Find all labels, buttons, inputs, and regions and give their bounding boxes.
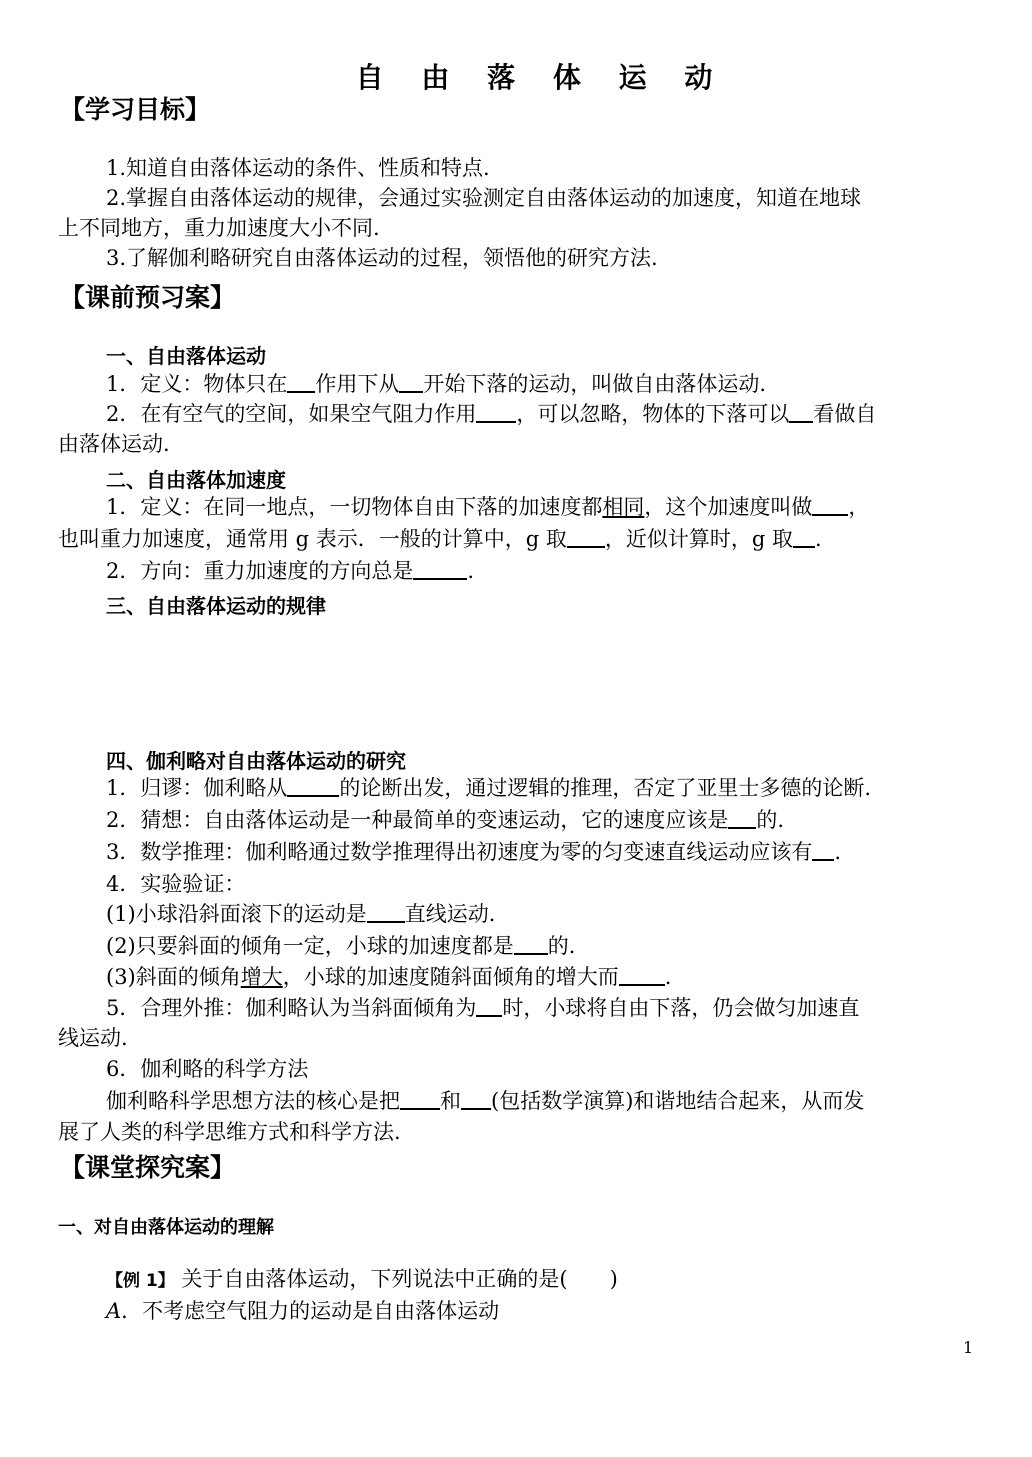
preview-4-4-3: (3)斜面的倾角增大，小球的加速度随斜面倾角的增大而 .	[106, 961, 671, 993]
fill-blank	[789, 399, 813, 423]
fill-blank	[514, 931, 548, 955]
example-1-option-a: A．不考虑空气阻力的运动是自由落体运动	[106, 1299, 500, 1323]
preview-1-2-cont: 由落体运动.	[58, 432, 170, 456]
page-title: 自 由 落 体 运 动	[355, 61, 727, 94]
section-learning-goals: 【学习目标】	[60, 95, 211, 124]
preview-4-6: 6．伽利略的科学方法	[106, 1057, 309, 1081]
fill-blank	[461, 1086, 491, 1110]
fill-blank	[287, 773, 339, 797]
fill-blank	[476, 399, 516, 423]
page-number: 1	[963, 1338, 974, 1357]
heading-free-fall: 一、自由落体运动	[106, 344, 266, 368]
heading-understanding: 一、对自由落体运动的理解	[58, 1217, 274, 1238]
preview-1-1: 1．定义：物体只在 作用下从 开始下落的运动，叫做自由落体运动.	[106, 368, 766, 400]
preview-2-2: 2．方向：重力加速度的方向总是 .	[106, 555, 474, 587]
preview-4-4-1: (1)小球沿斜面滚下的运动是 直线运动.	[106, 898, 495, 930]
example-label: 【例 1】	[106, 1271, 175, 1291]
preview-1-2: 2．在有空气的空间，如果空气阻力作用 ，可以忽略，物体的下落可以 看做自	[106, 398, 876, 430]
heading-galileo: 四、伽利略对自由落体运动的研究	[106, 749, 406, 773]
preview-4-5-cont: 线运动.	[58, 1026, 128, 1050]
fill-blank	[567, 524, 605, 548]
fill-blank	[812, 492, 848, 516]
fill-blank	[793, 524, 815, 548]
goal-2-line-1: 2.掌握自由落体运动的规律，会通过实验测定自由落体运动的加速度，知道在地球	[106, 186, 862, 210]
goal-2-line-2: 上不同地方，重力加速度大小不同.	[58, 216, 380, 240]
heading-laws: 三、自由落体运动的规律	[106, 594, 326, 618]
preview-4-3: 3．数学推理：伽利略通过数学推理得出初速度为零的匀变速直线运动应该有 .	[106, 836, 841, 868]
preview-4-4: 4．实验验证：	[106, 872, 246, 896]
section-classroom: 【课堂探究案】	[60, 1153, 236, 1182]
heading-acceleration: 二、自由落体加速度	[106, 468, 286, 492]
goal-3: 3.了解伽利略研究自由落体运动的过程，领悟他的研究方法.	[106, 246, 658, 270]
fill-blank	[812, 837, 834, 861]
fill-blank	[367, 899, 405, 923]
fill-blank	[399, 369, 423, 393]
fill-blank	[728, 805, 756, 829]
fill-blank	[400, 1086, 440, 1110]
preview-2-1: 1．定义：在同一地点，一切物体自由下落的加速度都相同，这个加速度叫做 ，	[106, 491, 869, 523]
preview-2-1-cont: 也叫重力加速度，通常用 g 表示．一般的计算中，g 取 ，近似计算时，g 取 .	[58, 523, 822, 555]
preview-4-4-2: (2)只要斜面的倾角一定，小球的加速度都是 的.	[106, 930, 575, 962]
fill-blank	[287, 369, 315, 393]
section-preview: 【课前预习案】	[60, 283, 236, 312]
fill-blank	[413, 556, 467, 580]
preview-4-7-cont: 展了人类的科学思维方式和科学方法.	[58, 1120, 401, 1144]
fill-blank	[619, 962, 665, 986]
preview-4-2: 2．猜想：自由落体运动是一种最简单的变速运动，它的速度应该是 的.	[106, 804, 784, 836]
goal-1: 1.知道自由落体运动的条件、性质和特点.	[106, 156, 490, 180]
preview-4-7: 伽利略科学思想方法的核心是把 和 (包括数学演算)和谐地结合起来，从而发	[106, 1085, 864, 1117]
fill-blank	[476, 993, 502, 1017]
preview-4-5: 5．合理外推：伽利略认为当斜面倾角为 时，小球将自由下落，仍会做匀加速直	[106, 992, 859, 1024]
example-1: 【例 1】 关于自由落体运动，下列说法中正确的是( )	[106, 1267, 618, 1291]
preview-4-1: 1．归谬：伽利略从 的论断出发，通过逻辑的推理，否定了亚里士多德的论断.	[106, 772, 871, 804]
